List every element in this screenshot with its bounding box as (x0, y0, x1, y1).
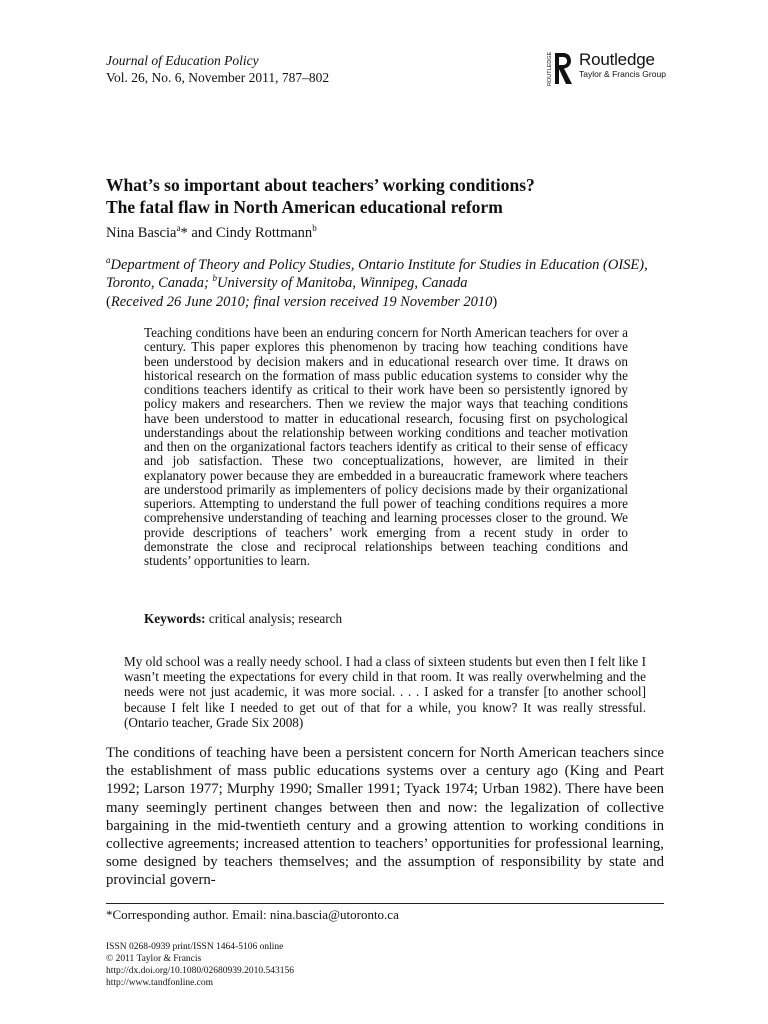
author-affil-marker: b (312, 223, 317, 234)
corresponding-author-footnote: *Corresponding author. Email: nina.bascia@utoronto.ca (106, 907, 399, 922)
abstract: Teaching conditions have been an enduring concern for North American teachers for over a century. This paper explores this phenomenon by tracing how teaching conditions have been understood by decision makers and in educational research over time. It draws on historical research on the formation of mass public education systems to consider why the conditions teachers identify as critical to their work have been so persistently ignored by policy makers and researchers. Then we review the major ways that teaching conditions have been understood to matter in educational research, focusing first on psychological understandings about the relationship between working conditions and teacher motivation and then on the organizational factors teachers identify as critical to their sense of efficacy and job satisfaction. These two conceptualizations, however, are limited in their explanatory power because they are embedded in a bureaucratic framework where teachers are understood primarily as implementers of policy decisions made by their organizational superiors. Attempting to understand the full power of teaching conditions requires a more comprehensive understanding of teaching and learning processes closer to the ground. We provide descriptions of teachers’ work emerging from a recent study in order to demonstrate the close and reciprocal relationships between teaching conditions and students’ opportunities to learn. (144, 325, 628, 568)
routledge-logo-icon (546, 50, 574, 90)
journal-volume-info: Vol. 26, No. 6, November 2011, 787–802 (106, 70, 330, 85)
affiliation-b: University of Manitoba, Winnipeg, Canada (217, 274, 468, 291)
received-text: Received 26 June 2010; final version received 19 November 2010 (110, 294, 493, 310)
website-link[interactable]: http://www.tandfonline.com (106, 978, 214, 989)
author-affil-marker: a (176, 223, 181, 234)
author-name: Cindy Rottmann (215, 225, 313, 241)
title-line-2: The fatal flaw in North American educational reform (106, 197, 503, 217)
copyright: © 2011 Taylor & Francis (106, 954, 202, 965)
keywords-list: critical analysis; research (208, 611, 343, 626)
journal-header (106, 52, 329, 86)
corresponding-marker: * (180, 225, 188, 241)
author-list (106, 224, 317, 242)
received-dates (106, 293, 497, 311)
publication-info (106, 941, 294, 989)
author-connector: and (187, 225, 216, 241)
author-name: Nina Bascia (106, 225, 177, 241)
affiliations (106, 257, 666, 292)
epigraph-quote: My old school was a really needy school. I had a class of sixteen students but even then I felt like I wasn’t meeting the expectations for every child in that room. It was really overwhelming and the needs were not just academic, it was more social. . . . I asked for a transfer [to another school] because I felt like I needed to get out of that for a while, you know? It was really stressful. (Ontario teacher, Grade Six 2008) (124, 654, 646, 730)
affiliation-a: Department of Theory and Policy Studies, Ontario Institute for Studies in Education (OISE), Toronto, Canada; (106, 257, 648, 291)
affil-marker: b (212, 272, 217, 283)
title-line-1: What’s so important about teachers’ working conditions? (106, 175, 535, 195)
body-paragraph: The conditions of teaching have been a persistent concern for North American teachers since the establishment of mass public educations systems over a century ago (King and Peart 1992; Larson 1977; Murphy 1990; Smaller 1991; Tyack 1974; Urban 1982). There have been many seemingly pertinent changes between then and now: the legalization of collective bargaining in the mid-twentieth century and a growing attention to working conditions in collective agreements; increased attention to teachers’ opportunities for professional learning, some designed by teachers themselves; and the assumption of responsibility by state and provincial govern- (106, 745, 664, 889)
article-title (106, 174, 666, 218)
journal-name: Journal of Education Policy (106, 53, 259, 68)
keywords (144, 611, 342, 627)
affil-marker: a (106, 255, 111, 266)
doi-link[interactable]: http://dx.doi.org/10.1080/02680939.2010.543156 (106, 966, 294, 977)
paren-open: ( (106, 294, 111, 310)
footnote-divider (106, 903, 664, 904)
publisher-name: Routledge (579, 50, 655, 69)
paren-close: ) (492, 294, 498, 310)
keywords-label: Keywords: (144, 611, 206, 626)
publisher-logo-block (546, 50, 666, 90)
logo-side-text: ROUTLEDGE (547, 51, 553, 86)
issn: ISSN 0268-0939 print/ISSN 1464-5106 online (106, 942, 284, 952)
publisher-group: Taylor & Francis Group (579, 69, 666, 79)
